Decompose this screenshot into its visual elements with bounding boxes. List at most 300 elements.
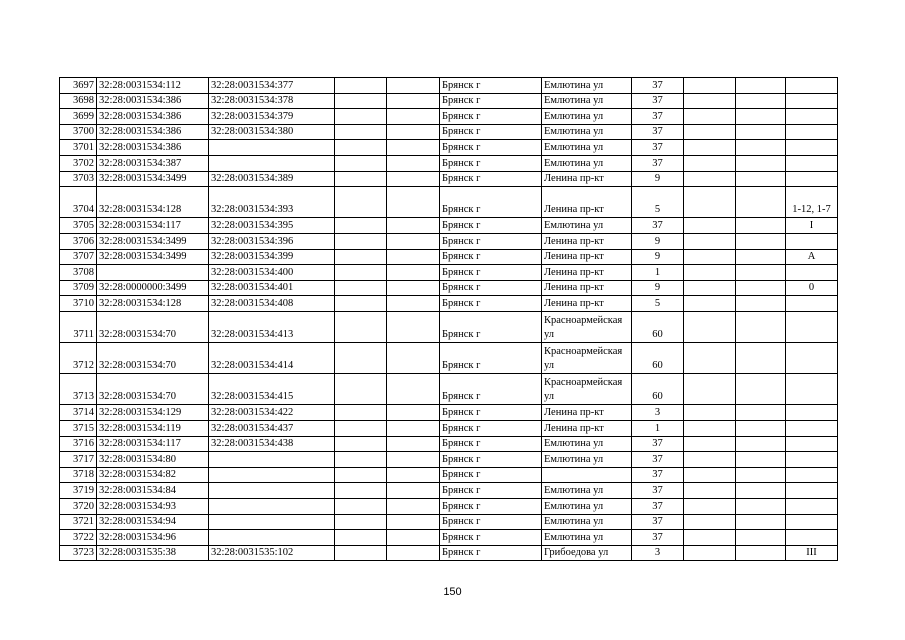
cell-col-10 <box>736 109 786 125</box>
table-row <box>60 483 838 499</box>
cell-house-number: 37 <box>632 109 684 125</box>
cell-locality: Брянск г <box>440 483 542 499</box>
registry-table <box>59 77 838 561</box>
cell-col-4 <box>335 280 387 296</box>
cell-col-9 <box>684 187 736 218</box>
cell-cadastral-number: 32:28:0031534:386 <box>97 124 209 140</box>
cell-cadastral-number: 32:28:0031534:129 <box>97 405 209 421</box>
cell-col-9 <box>684 483 736 499</box>
table-row <box>60 78 838 94</box>
cell-locality: Брянск г <box>440 311 542 342</box>
cell-premises-number: А <box>786 249 838 265</box>
cell-col-9 <box>684 530 736 546</box>
cell-col-4 <box>335 343 387 374</box>
table-row <box>60 514 838 530</box>
cell-locality: Брянск г <box>440 218 542 234</box>
cell-house-number: 9 <box>632 233 684 249</box>
cell-col-10 <box>736 311 786 342</box>
cell-object-cadastral-number: 32:28:0031534:415 <box>209 374 335 405</box>
cell-col-10 <box>736 249 786 265</box>
cell-premises-number <box>786 93 838 109</box>
cell-row-number: 3713 <box>60 374 97 405</box>
cell-col-4 <box>335 296 387 312</box>
cell-col-4 <box>335 93 387 109</box>
cell-col-10 <box>736 187 786 218</box>
cell-col-5 <box>387 187 440 218</box>
cell-col-4 <box>335 233 387 249</box>
cell-locality: Брянск г <box>440 124 542 140</box>
cell-premises-number <box>786 78 838 94</box>
table-row <box>60 109 838 125</box>
cell-col-9 <box>684 78 736 94</box>
cell-locality: Брянск г <box>440 93 542 109</box>
cell-street: Ленина пр-кт <box>542 296 632 312</box>
cell-object-cadastral-number: 32:28:0031534:379 <box>209 109 335 125</box>
cell-house-number: 5 <box>632 187 684 218</box>
cell-locality: Брянск г <box>440 171 542 187</box>
table-row <box>60 155 838 171</box>
cell-street: Емлютина ул <box>542 452 632 468</box>
cell-col-4 <box>335 421 387 437</box>
cell-street: Ленина пр-кт <box>542 171 632 187</box>
cell-locality: Брянск г <box>440 78 542 94</box>
cell-street <box>542 467 632 483</box>
cell-col-10 <box>736 467 786 483</box>
table-row <box>60 124 838 140</box>
cell-street: Емлютина ул <box>542 218 632 234</box>
cell-col-4 <box>335 109 387 125</box>
cell-object-cadastral-number <box>209 514 335 530</box>
cell-premises-number <box>786 467 838 483</box>
cell-col-5 <box>387 421 440 437</box>
cell-row-number: 3722 <box>60 530 97 546</box>
cell-col-9 <box>684 218 736 234</box>
cell-col-5 <box>387 109 440 125</box>
cell-locality: Брянск г <box>440 452 542 468</box>
cell-locality: Брянск г <box>440 187 542 218</box>
cell-row-number: 3717 <box>60 452 97 468</box>
cell-col-9 <box>684 109 736 125</box>
cell-row-number: 3706 <box>60 233 97 249</box>
cell-col-10 <box>736 78 786 94</box>
cell-col-9 <box>684 249 736 265</box>
cell-cadastral-number: 32:28:0031534:3499 <box>97 249 209 265</box>
cell-object-cadastral-number: 32:28:0031534:422 <box>209 405 335 421</box>
cell-house-number: 37 <box>632 124 684 140</box>
cell-col-10 <box>736 218 786 234</box>
cell-house-number: 9 <box>632 249 684 265</box>
cell-col-9 <box>684 421 736 437</box>
cell-street: Ленина пр-кт <box>542 233 632 249</box>
cell-col-9 <box>684 467 736 483</box>
cell-object-cadastral-number: 32:28:0031534:378 <box>209 93 335 109</box>
cell-col-5 <box>387 78 440 94</box>
cell-col-10 <box>736 124 786 140</box>
cell-row-number: 3719 <box>60 483 97 499</box>
cell-row-number: 3702 <box>60 155 97 171</box>
cell-row-number: 3700 <box>60 124 97 140</box>
cell-col-4 <box>335 467 387 483</box>
cell-street: Грибоедова ул <box>542 545 632 561</box>
cell-col-4 <box>335 265 387 281</box>
cell-house-number: 37 <box>632 155 684 171</box>
cell-object-cadastral-number: 32:28:0031534:396 <box>209 233 335 249</box>
cell-col-10 <box>736 436 786 452</box>
cell-street: Ленина пр-кт <box>542 280 632 296</box>
cell-cadastral-number: 32:28:0031534:70 <box>97 343 209 374</box>
cell-house-number: 37 <box>632 140 684 156</box>
cell-house-number: 37 <box>632 514 684 530</box>
cell-locality: Брянск г <box>440 467 542 483</box>
cell-col-5 <box>387 265 440 281</box>
cell-object-cadastral-number: 32:28:0031534:408 <box>209 296 335 312</box>
cell-locality: Брянск г <box>440 249 542 265</box>
cell-cadastral-number: 32:28:0031534:70 <box>97 374 209 405</box>
cell-row-number: 3703 <box>60 171 97 187</box>
cell-col-10 <box>736 483 786 499</box>
cell-col-4 <box>335 249 387 265</box>
cell-col-5 <box>387 93 440 109</box>
cell-locality: Брянск г <box>440 233 542 249</box>
cell-street: Емлютина ул <box>542 109 632 125</box>
cell-premises-number <box>786 483 838 499</box>
table-row <box>60 343 838 374</box>
cell-cadastral-number: 32:28:0031534:128 <box>97 187 209 218</box>
cell-object-cadastral-number: 32:28:0031534:414 <box>209 343 335 374</box>
cell-col-5 <box>387 249 440 265</box>
cell-locality: Брянск г <box>440 436 542 452</box>
table-row <box>60 140 838 156</box>
cell-locality: Брянск г <box>440 343 542 374</box>
table-row <box>60 296 838 312</box>
cell-col-10 <box>736 140 786 156</box>
cell-cadastral-number: 32:28:0031534:112 <box>97 78 209 94</box>
table-row <box>60 280 838 296</box>
cell-object-cadastral-number: 32:28:0031534:377 <box>209 78 335 94</box>
cell-premises-number <box>786 296 838 312</box>
cell-col-4 <box>335 187 387 218</box>
cell-cadastral-number: 32:28:0031534:70 <box>97 311 209 342</box>
cell-locality: Брянск г <box>440 530 542 546</box>
cell-object-cadastral-number: 32:28:0031535:102 <box>209 545 335 561</box>
cell-col-10 <box>736 530 786 546</box>
cell-locality: Брянск г <box>440 155 542 171</box>
cell-premises-number <box>786 155 838 171</box>
cell-cadastral-number: 32:28:0031534:117 <box>97 218 209 234</box>
cell-col-10 <box>736 233 786 249</box>
cell-locality: Брянск г <box>440 405 542 421</box>
table-row <box>60 171 838 187</box>
cell-col-4 <box>335 452 387 468</box>
cell-row-number: 3718 <box>60 467 97 483</box>
cell-house-number: 60 <box>632 311 684 342</box>
cell-col-9 <box>684 343 736 374</box>
cell-col-5 <box>387 280 440 296</box>
cell-house-number: 1 <box>632 421 684 437</box>
cell-cadastral-number: 32:28:0031534:3499 <box>97 233 209 249</box>
cell-col-10 <box>736 374 786 405</box>
cell-col-10 <box>736 545 786 561</box>
cell-house-number: 9 <box>632 171 684 187</box>
cell-col-5 <box>387 467 440 483</box>
cell-object-cadastral-number: 32:28:0031534:380 <box>209 124 335 140</box>
cell-row-number: 3697 <box>60 78 97 94</box>
cell-street: Емлютина ул <box>542 483 632 499</box>
cell-street: Ленина пр-кт <box>542 249 632 265</box>
cell-col-5 <box>387 343 440 374</box>
cell-col-10 <box>736 265 786 281</box>
cell-street: Ленина пр-кт <box>542 265 632 281</box>
cell-cadastral-number: 32:28:0031534:119 <box>97 421 209 437</box>
table-row <box>60 530 838 546</box>
cell-house-number: 37 <box>632 467 684 483</box>
cell-col-9 <box>684 545 736 561</box>
cell-premises-number <box>786 514 838 530</box>
table-row <box>60 421 838 437</box>
cell-col-4 <box>335 499 387 515</box>
cell-premises-number: I <box>786 218 838 234</box>
cell-house-number: 37 <box>632 483 684 499</box>
cell-col-9 <box>684 499 736 515</box>
cell-premises-number <box>786 436 838 452</box>
cell-street: Емлютина ул <box>542 155 632 171</box>
cell-premises-number <box>786 343 838 374</box>
cell-row-number: 3708 <box>60 265 97 281</box>
cell-cadastral-number: 32:28:0031534:387 <box>97 155 209 171</box>
cell-house-number: 37 <box>632 218 684 234</box>
cell-object-cadastral-number <box>209 499 335 515</box>
cell-object-cadastral-number <box>209 483 335 499</box>
table-row <box>60 311 838 342</box>
table-row <box>60 187 838 218</box>
cell-street: Емлютина ул <box>542 530 632 546</box>
cell-col-10 <box>736 405 786 421</box>
cell-col-5 <box>387 514 440 530</box>
cell-row-number: 3707 <box>60 249 97 265</box>
cell-locality: Брянск г <box>440 374 542 405</box>
cell-col-9 <box>684 374 736 405</box>
cell-object-cadastral-number: 32:28:0031534:400 <box>209 265 335 281</box>
page-number: 150 <box>443 586 462 598</box>
table-row <box>60 93 838 109</box>
cell-object-cadastral-number: 32:28:0031534:413 <box>209 311 335 342</box>
cell-house-number: 9 <box>632 280 684 296</box>
cell-col-10 <box>736 343 786 374</box>
cell-row-number: 3701 <box>60 140 97 156</box>
cell-street: Емлютина ул <box>542 93 632 109</box>
cell-col-9 <box>684 280 736 296</box>
cell-cadastral-number: 32:28:0031534:93 <box>97 499 209 515</box>
cell-object-cadastral-number: 32:28:0031534:395 <box>209 218 335 234</box>
cell-col-9 <box>684 265 736 281</box>
cell-col-4 <box>335 514 387 530</box>
cell-col-9 <box>684 296 736 312</box>
cell-col-5 <box>387 155 440 171</box>
cell-house-number: 1 <box>632 265 684 281</box>
cell-col-9 <box>684 514 736 530</box>
cell-col-5 <box>387 405 440 421</box>
table-row <box>60 436 838 452</box>
cell-col-10 <box>736 499 786 515</box>
cell-locality: Брянск г <box>440 109 542 125</box>
cell-object-cadastral-number <box>209 452 335 468</box>
cell-col-4 <box>335 436 387 452</box>
cell-premises-number: 0 <box>786 280 838 296</box>
cell-col-9 <box>684 124 736 140</box>
cell-premises-number <box>786 374 838 405</box>
cell-premises-number <box>786 405 838 421</box>
cell-locality: Брянск г <box>440 265 542 281</box>
cell-col-5 <box>387 124 440 140</box>
cell-col-9 <box>684 171 736 187</box>
cell-col-4 <box>335 483 387 499</box>
cell-col-10 <box>736 93 786 109</box>
cell-object-cadastral-number: 32:28:0031534:438 <box>209 436 335 452</box>
cell-row-number: 3704 <box>60 187 97 218</box>
cell-house-number: 3 <box>632 545 684 561</box>
table-row <box>60 405 838 421</box>
cell-col-4 <box>335 171 387 187</box>
cell-col-9 <box>684 405 736 421</box>
cell-cadastral-number: 32:28:0031534:96 <box>97 530 209 546</box>
cell-col-4 <box>335 530 387 546</box>
cell-cadastral-number: 32:28:0031535:38 <box>97 545 209 561</box>
cell-col-4 <box>335 545 387 561</box>
cell-locality: Брянск г <box>440 545 542 561</box>
table-row <box>60 545 838 561</box>
cell-cadastral-number: 32:28:0031534:94 <box>97 514 209 530</box>
cell-row-number: 3720 <box>60 499 97 515</box>
cell-col-10 <box>736 452 786 468</box>
cell-col-4 <box>335 405 387 421</box>
cell-street: Красноармейская ул <box>542 343 632 374</box>
cell-col-4 <box>335 78 387 94</box>
cell-row-number: 3714 <box>60 405 97 421</box>
cell-col-9 <box>684 311 736 342</box>
table-row <box>60 218 838 234</box>
cell-row-number: 3711 <box>60 311 97 342</box>
cell-cadastral-number: 32:28:0031534:84 <box>97 483 209 499</box>
cell-street: Емлютина ул <box>542 514 632 530</box>
cell-cadastral-number: 32:28:0031534:80 <box>97 452 209 468</box>
cell-cadastral-number: 32:28:0031534:82 <box>97 467 209 483</box>
cell-col-5 <box>387 311 440 342</box>
cell-col-4 <box>335 124 387 140</box>
cell-house-number: 60 <box>632 374 684 405</box>
table-row <box>60 467 838 483</box>
cell-object-cadastral-number <box>209 530 335 546</box>
cell-street: Емлютина ул <box>542 499 632 515</box>
cell-row-number: 3705 <box>60 218 97 234</box>
cell-street: Емлютина ул <box>542 436 632 452</box>
cell-col-5 <box>387 218 440 234</box>
cell-locality: Брянск г <box>440 280 542 296</box>
cell-col-4 <box>335 374 387 405</box>
cell-house-number: 5 <box>632 296 684 312</box>
cell-street: Ленина пр-кт <box>542 187 632 218</box>
cell-premises-number <box>786 124 838 140</box>
cell-cadastral-number: 32:28:0031534:386 <box>97 93 209 109</box>
cell-col-10 <box>736 280 786 296</box>
cell-object-cadastral-number <box>209 140 335 156</box>
cell-street: Емлютина ул <box>542 78 632 94</box>
table-row <box>60 499 838 515</box>
cell-premises-number: 1-12, 1-7 <box>786 187 838 218</box>
cell-object-cadastral-number: 32:28:0031534:437 <box>209 421 335 437</box>
cell-house-number: 37 <box>632 93 684 109</box>
cell-cadastral-number: 32:28:0031534:128 <box>97 296 209 312</box>
cell-col-5 <box>387 483 440 499</box>
cell-premises-number <box>786 233 838 249</box>
cell-street: Ленина пр-кт <box>542 421 632 437</box>
cell-col-5 <box>387 499 440 515</box>
cell-row-number: 3715 <box>60 421 97 437</box>
cell-house-number: 60 <box>632 343 684 374</box>
cell-street: Красноармейская ул <box>542 374 632 405</box>
cell-premises-number <box>786 140 838 156</box>
cell-row-number: 3721 <box>60 514 97 530</box>
cell-col-5 <box>387 436 440 452</box>
cell-col-9 <box>684 140 736 156</box>
cell-premises-number <box>786 311 838 342</box>
cell-cadastral-number: 32:28:0031534:117 <box>97 436 209 452</box>
cell-col-10 <box>736 171 786 187</box>
cell-premises-number <box>786 171 838 187</box>
cell-house-number: 37 <box>632 530 684 546</box>
cell-street: Емлютина ул <box>542 124 632 140</box>
cell-house-number: 37 <box>632 78 684 94</box>
cell-house-number: 37 <box>632 499 684 515</box>
cell-col-5 <box>387 545 440 561</box>
cell-premises-number: III <box>786 545 838 561</box>
cell-cadastral-number <box>97 265 209 281</box>
cell-col-10 <box>736 155 786 171</box>
table-row <box>60 452 838 468</box>
table-row <box>60 249 838 265</box>
cell-cadastral-number: 32:28:0000000:3499 <box>97 280 209 296</box>
cell-row-number: 3698 <box>60 93 97 109</box>
table-row <box>60 374 838 405</box>
cell-locality: Брянск г <box>440 499 542 515</box>
cell-object-cadastral-number <box>209 155 335 171</box>
cell-cadastral-number: 32:28:0031534:3499 <box>97 171 209 187</box>
cell-row-number: 3712 <box>60 343 97 374</box>
cell-street: Емлютина ул <box>542 140 632 156</box>
cell-locality: Брянск г <box>440 296 542 312</box>
cell-row-number: 3710 <box>60 296 97 312</box>
cell-col-5 <box>387 530 440 546</box>
cell-premises-number <box>786 499 838 515</box>
cell-premises-number <box>786 421 838 437</box>
cell-house-number: 37 <box>632 452 684 468</box>
cell-object-cadastral-number: 32:28:0031534:399 <box>209 249 335 265</box>
cell-locality: Брянск г <box>440 514 542 530</box>
cell-col-5 <box>387 296 440 312</box>
cell-row-number: 3716 <box>60 436 97 452</box>
cell-col-4 <box>335 140 387 156</box>
cell-premises-number <box>786 109 838 125</box>
cell-object-cadastral-number <box>209 467 335 483</box>
cell-col-9 <box>684 155 736 171</box>
cell-row-number: 3709 <box>60 280 97 296</box>
cell-col-9 <box>684 93 736 109</box>
cell-col-10 <box>736 514 786 530</box>
cell-col-5 <box>387 233 440 249</box>
cell-street: Красноармейская ул <box>542 311 632 342</box>
cell-locality: Брянск г <box>440 140 542 156</box>
cell-col-10 <box>736 421 786 437</box>
cell-col-4 <box>335 218 387 234</box>
